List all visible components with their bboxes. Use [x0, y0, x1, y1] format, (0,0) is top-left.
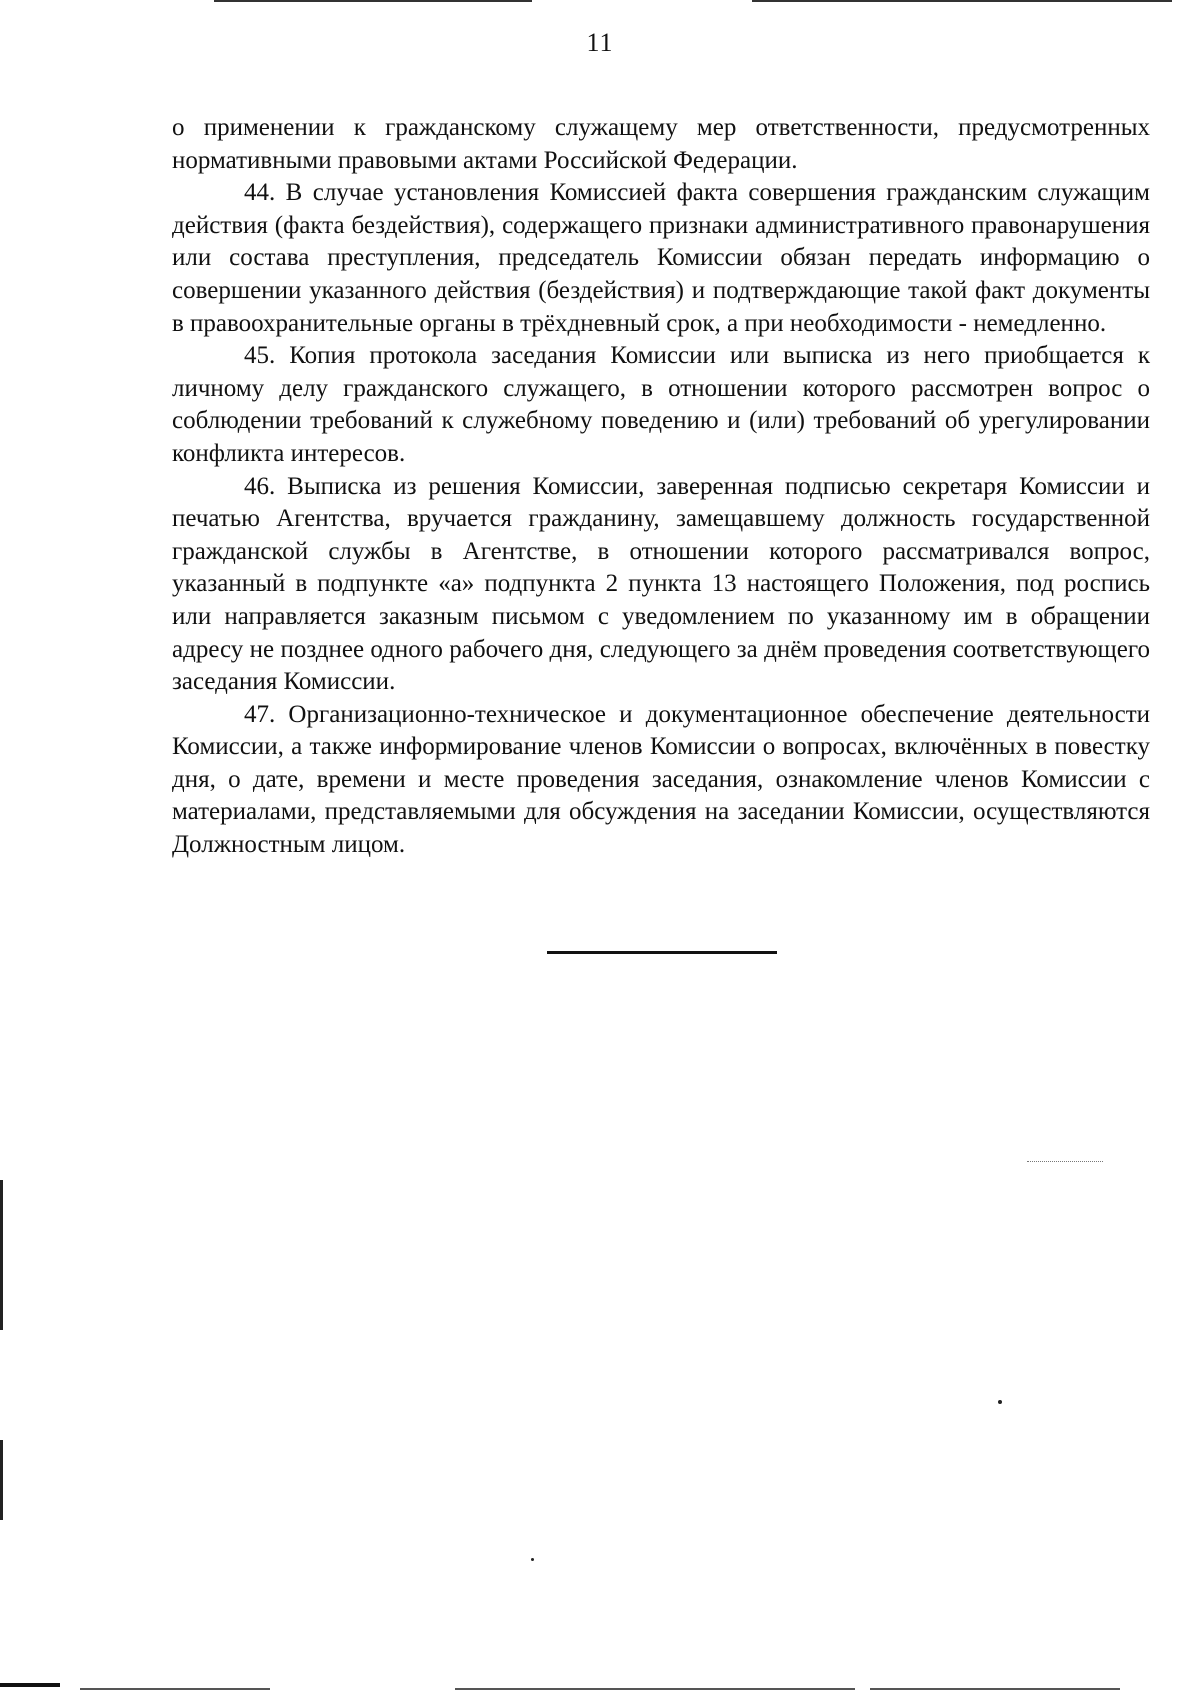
- scan-edge-left: [0, 1440, 3, 1520]
- end-of-text-rule: [547, 951, 777, 954]
- scan-edge-bottom: [0, 1683, 60, 1687]
- scan-speck: [531, 1558, 534, 1561]
- paragraph-46: 46. Выписка из решения Комиссии, заверенная подписью секретаря Комиссии и печатью Агентства, вручается гражданину, замещавшему должность государственной гражданской службы в Агентстве, в отношении которого рассматривался вопрос, указанный в подпункте «а» подпункта 2 пункта 13 настоящего Положения, под роспись или направляется заказным письмом с уведомлением по указанному им в обращении адресу не позднее одного рабочего дня, следующего за днём проведения соответствующего заседания Комиссии.: [172, 472, 1150, 696]
- scan-edge-top: [752, 0, 1172, 2]
- scan-edge-bottom: [80, 1688, 270, 1690]
- scan-edge-bottom: [870, 1688, 1120, 1690]
- scan-edge-top: [214, 0, 532, 2]
- scan-dot-artifact: [1027, 1161, 1103, 1162]
- scan-edge-bottom: [455, 1688, 855, 1690]
- document-body: [172, 112, 1150, 862]
- scan-edge-left: [0, 1180, 3, 1330]
- paragraph-continuation: о применении к гражданскому служащему мер ответственности, предусмотренных нормативными правовыми актами Российской Федерации.: [172, 114, 1150, 174]
- paragraph-47: 47. Организационно-техническое и документационное обеспечение деятельности Комиссии, а также информирование членов Комиссии о вопросах, включённых в повестку дня, о дате, времени и месте проведения заседания, ознакомление членов Комиссии с материалами, представляемыми для обсуждения на заседании Комиссии, осуществляются Должностным лицом.: [172, 700, 1150, 859]
- paragraph-44: 44. В случае установления Комиссией факта совершения гражданским служащим действия (факта бездействия), содержащего признаки административного правонарушения или состава преступления, председатель Комиссии обязан передать информацию о совершении указанного действия (бездействия) и подтверждающие такой факт документы в правоохранительные органы в трёхдневный срок, а при необходимости - немедленно.: [172, 179, 1150, 337]
- scan-speck: [998, 1400, 1002, 1404]
- page-number: 11: [586, 28, 614, 57]
- paragraph-45: 45. Копия протокола заседания Комиссии или выписка из него приобщается к личному делу гражданского служащего, в отношении которого рассмотрен вопрос о соблюдении требований к служебному поведению и (или) требований об урегулировании конфликта интересов.: [172, 342, 1150, 467]
